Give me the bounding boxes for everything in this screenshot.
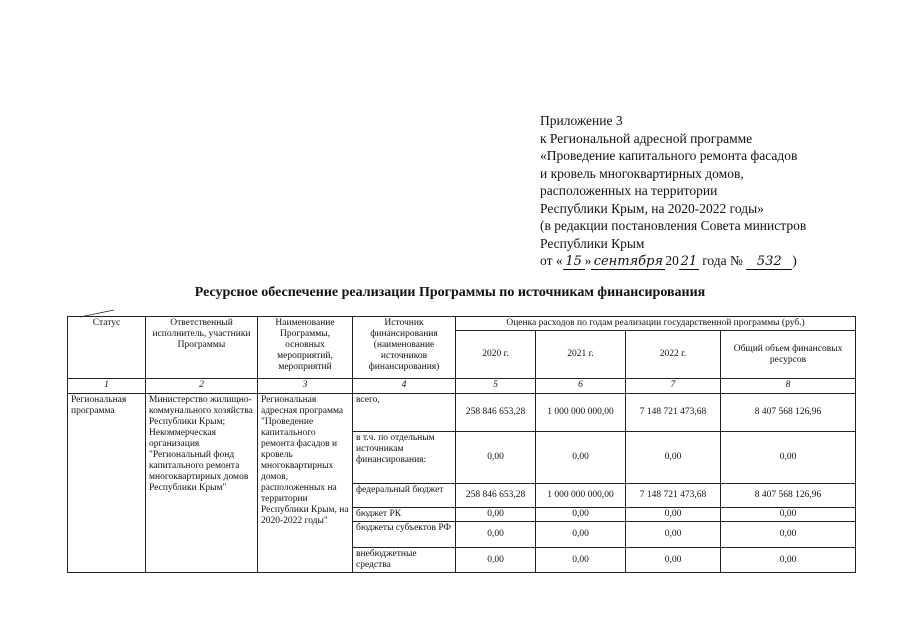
value-2020: 0,00: [456, 522, 536, 548]
value-2020: 0,00: [456, 508, 536, 522]
value-2021: 0,00: [536, 432, 626, 484]
date-quote: »: [584, 253, 592, 268]
value-2020: 0,00: [456, 432, 536, 484]
value-2022: 0,00: [626, 432, 721, 484]
handwritten-year: 21: [680, 254, 698, 269]
header-estimate: Оценка расходов по годам реализации государственной программы (руб.): [456, 317, 856, 331]
date-prefix: от «: [540, 253, 563, 268]
appendix-line: к Региональной адресной программе: [540, 130, 753, 146]
value-total: 0,00: [721, 508, 856, 522]
value-2020: 0,00: [456, 548, 536, 573]
executor-cell: Министерство жилищно-коммунального хозяйства Республики Крым; Некоммерческая организация "Региональный фонд капитального ремонта многоквартирных домов Республики Крым": [146, 394, 258, 573]
value-2020: 258 846 653,28: [456, 484, 536, 508]
value-2020: 258 846 653,28: [456, 394, 536, 432]
value-2022: 0,00: [626, 522, 721, 548]
appendix-line: Республики Крым, на 2020-2022 годы»: [540, 200, 764, 216]
source-cell: всего,: [353, 394, 456, 432]
column-number: 4: [353, 379, 456, 394]
value-2021: 0,00: [536, 508, 626, 522]
appendix-line: расположенных на территории: [540, 183, 718, 198]
appendix-header: [540, 112, 880, 270]
appendix-line: (в редакции постановления Совета министров: [540, 218, 807, 233]
value-2022: 7 148 721 473,68: [626, 394, 721, 432]
source-cell: внебюджетные средства: [353, 548, 456, 573]
appendix-line: Республики Крым: [540, 235, 645, 251]
value-2021: 0,00: [536, 522, 626, 548]
status-cell: Региональная программа: [68, 394, 146, 573]
appendix-line: «Проведение капитального ремонта фасадов: [540, 148, 798, 163]
value-total: 0,00: [721, 522, 856, 548]
value-total: 8 407 568 126,96: [721, 484, 856, 508]
column-number: 1: [68, 379, 146, 394]
table-row: [68, 394, 856, 432]
source-cell: бюджеты субъектов РФ: [353, 522, 456, 548]
header-2020: 2020 г.: [456, 331, 536, 379]
value-2021: 1 000 000 000,00: [536, 394, 626, 432]
value-2022: 7 148 721 473,68: [626, 484, 721, 508]
header-2021: 2021 г.: [536, 331, 626, 379]
appendix-date-line: [540, 252, 880, 270]
program-name-cell: Региональная адресная программа "Проведение капитального ремонта фасадов и кровель многоквартирных домов, расположенных на территории Республики Крым, на 2020-2022 годы": [258, 394, 353, 573]
header-total: Общий объем финансовых ресурсов: [721, 331, 856, 379]
appendix-line: и кровель многоквартирных домов,: [540, 165, 744, 181]
value-2022: 0,00: [626, 548, 721, 573]
value-2022: 0,00: [626, 508, 721, 522]
appendix-line: Приложение 3: [540, 113, 623, 128]
value-total: 8 407 568 126,96: [721, 394, 856, 432]
header-program-name: Наименование Программы, основных мероприятий, мероприятий: [258, 317, 353, 379]
source-cell: в т.ч. по отдельным источникам финансирования:: [353, 432, 456, 484]
date-close: ): [792, 253, 797, 268]
year-prefix: 20: [665, 253, 679, 268]
value-total: 0,00: [721, 432, 856, 484]
header-status: Статус: [68, 317, 146, 379]
document-title: Ресурсное обеспечение реализации Программы по источникам финансирования: [194, 285, 706, 300]
header-row: [68, 317, 856, 331]
header-executor: Ответственный исполнитель, участники Программы: [146, 317, 258, 379]
column-number: 6: [536, 379, 626, 394]
handwritten-month: сентября: [591, 255, 665, 270]
source-cell: федеральный бюджет: [353, 484, 456, 508]
handwritten-day: 15: [563, 255, 585, 270]
column-number: 5: [456, 379, 536, 394]
value-2021: 0,00: [536, 548, 626, 573]
column-number: 2: [146, 379, 258, 394]
year-word: года №: [702, 253, 743, 268]
source-cell: бюджет РК: [353, 508, 456, 522]
column-number: 3: [258, 379, 353, 394]
header-source: Источник финансирования (наименование источников финансирования): [353, 317, 456, 379]
handwritten-number: 532: [746, 255, 792, 270]
value-total: 0,00: [721, 548, 856, 573]
resource-table: [67, 316, 856, 573]
column-number-row: [68, 379, 856, 394]
column-number: 7: [626, 379, 721, 394]
value-2021: 1 000 000 000,00: [536, 484, 626, 508]
column-number: 8: [721, 379, 856, 394]
header-2022: 2022 г.: [626, 331, 721, 379]
